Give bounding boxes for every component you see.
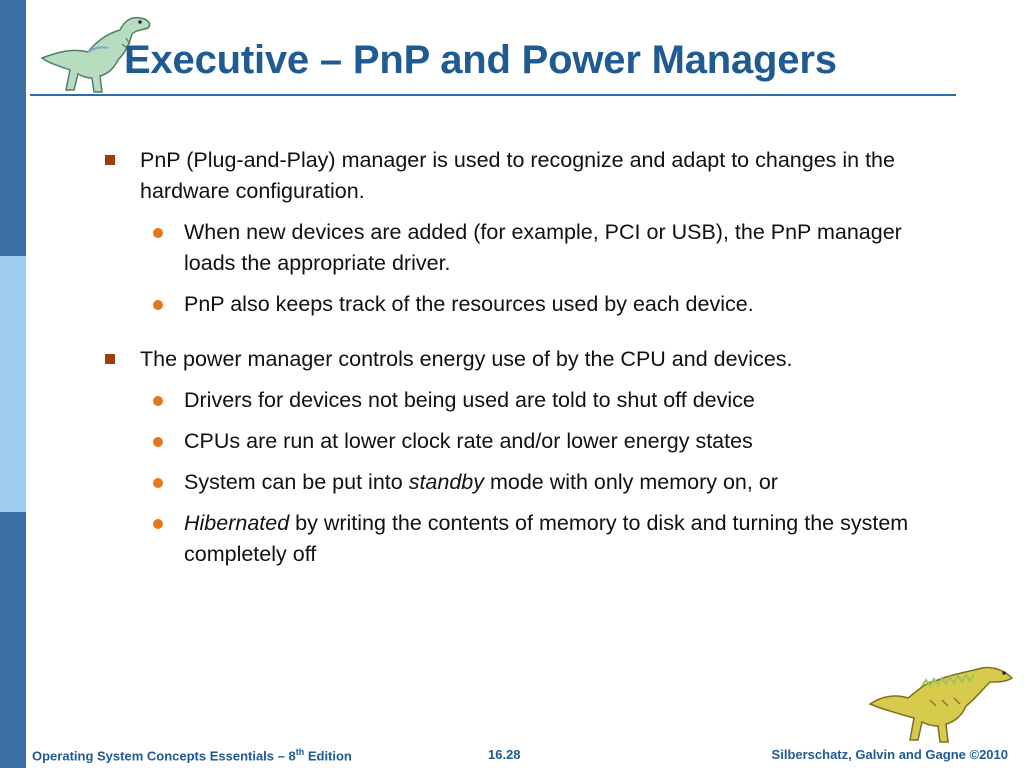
footer-title-text: Operating System Concepts Essentials – 8 bbox=[32, 748, 296, 764]
square-bullet-icon bbox=[105, 354, 115, 364]
bullet-item bbox=[100, 145, 940, 207]
footer-copyright: Silberschatz, Galvin and Gagne ©2010 bbox=[771, 747, 1008, 762]
sub-bullet-emphasis: standby bbox=[408, 470, 484, 494]
dot-bullet-icon bbox=[153, 396, 163, 406]
sub-bullet-text: When new devices are added (for example, PCI or USB), the PnP manager loads the appropriate driver. bbox=[184, 220, 902, 275]
bullet-item bbox=[100, 344, 940, 375]
footer-superscript: th bbox=[295, 747, 305, 757]
dinosaur-icon bbox=[866, 660, 1016, 746]
sidebar-stripe-bottom bbox=[0, 512, 26, 768]
sub-bullet-item bbox=[100, 217, 940, 279]
sub-bullet-text: CPUs are run at lower clock rate and/or lower energy states bbox=[184, 429, 753, 453]
sub-bullet-text-after: mode with only memory on, or bbox=[484, 470, 778, 494]
sub-bullet-item bbox=[100, 467, 940, 498]
sub-bullet-text: Drivers for devices not being used are told to shut off device bbox=[184, 388, 755, 412]
dot-bullet-icon bbox=[153, 519, 163, 529]
sub-bullet-text: PnP also keeps track of the resources used by each device. bbox=[184, 292, 754, 316]
sub-bullet-emphasis: Hibernated bbox=[184, 511, 290, 535]
dot-bullet-icon bbox=[153, 478, 163, 488]
sidebar-stripe-middle bbox=[0, 256, 26, 512]
title-divider bbox=[30, 94, 956, 96]
footer-course-title bbox=[32, 747, 352, 763]
slide-content bbox=[100, 145, 940, 570]
sub-bullet-item bbox=[100, 289, 940, 320]
bullet-text: The power manager controls energy use of by the CPU and devices. bbox=[140, 347, 793, 371]
dot-bullet-icon bbox=[153, 300, 163, 310]
sub-bullet-item bbox=[100, 385, 940, 416]
slide-number: 16.28 bbox=[488, 747, 521, 762]
dot-bullet-icon bbox=[153, 228, 163, 238]
sub-bullet-item bbox=[100, 508, 940, 570]
sub-bullet-text-before: System can be put into bbox=[184, 470, 409, 494]
sub-bullet-item bbox=[100, 426, 940, 457]
bullet-text: PnP (Plug-and-Play) manager is used to recognize and adapt to changes in the hardware configuration. bbox=[140, 148, 895, 203]
square-bullet-icon bbox=[105, 155, 115, 165]
sub-bullet-text-after: by writing the contents of memory to disk and turning the system completely off bbox=[184, 511, 909, 566]
page-title: Executive – PnP and Power Managers bbox=[124, 38, 837, 82]
sidebar-stripe-top bbox=[0, 0, 26, 256]
footer-title-tail: Edition bbox=[304, 748, 352, 764]
dot-bullet-icon bbox=[153, 437, 163, 447]
